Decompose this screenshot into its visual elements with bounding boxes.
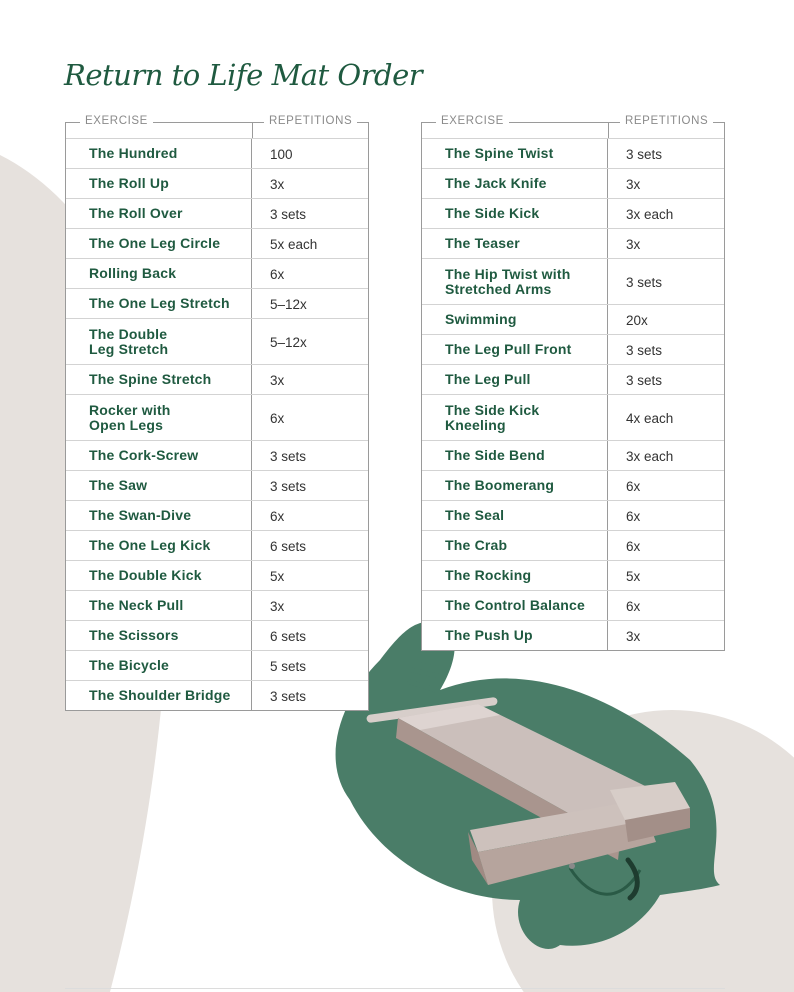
repetitions-value: 3x [270,373,285,388]
table-row [66,500,368,530]
repetitions-value: 5x each [270,237,318,252]
table-row [422,334,724,364]
exercise-name: The Hip Twist with Stretched Arms [422,259,608,304]
exercise-name: The Side Kick [422,199,608,228]
repetitions-value: 3x [270,177,285,192]
table-row [66,560,368,590]
repetitions-value: 5x [626,569,641,584]
footer-divider [65,988,725,989]
exercise-name: The Double Kick [66,561,252,590]
exercise-name: Rolling Back [66,259,252,288]
repetitions-value: 6x [270,411,285,426]
exercise-name: The Push Up [422,621,608,650]
repetitions-value: 3 sets [626,373,663,388]
repetitions-value: 3x [626,237,641,252]
exercise-name: Rocker with Open Legs [66,395,252,440]
repetitions-value: 5–12x [270,335,307,350]
table-row [422,440,724,470]
table-row [66,530,368,560]
exercise-table-left [65,115,369,711]
repetitions-value: 3 sets [270,449,307,464]
exercise-name: The Boomerang [422,471,608,500]
table-row [422,500,724,530]
table-row [422,620,724,650]
table-body [66,138,368,710]
repetitions-value: 3 sets [270,479,307,494]
table-row [422,590,724,620]
repetitions-column-header: REPETITIONS [264,115,357,127]
exercise-name: The Roll Up [66,169,252,198]
repetitions-value: 6 sets [270,539,307,554]
table-row [422,168,724,198]
table-row [66,394,368,440]
table-row [422,364,724,394]
table-row [66,258,368,288]
table-row [66,590,368,620]
repetitions-value: 6x [626,599,641,614]
exercise-table-right [421,115,725,651]
repetitions-value: 5 sets [270,659,307,674]
repetitions-column-header: REPETITIONS [620,115,713,127]
exercise-name: The Scissors [66,621,252,650]
exercise-column-header: EXERCISE [80,115,153,127]
exercise-name: The Control Balance [422,591,608,620]
table-row [66,138,368,168]
repetitions-value: 6x [626,539,641,554]
repetitions-value: 6x [626,509,641,524]
repetitions-value: 4x each [626,411,674,426]
exercise-name: The Neck Pull [66,591,252,620]
table-row [66,440,368,470]
exercise-name: The Swan-Dive [66,501,252,530]
repetitions-value: 3 sets [626,275,663,290]
repetitions-value: 3 sets [626,343,663,358]
table-row [66,168,368,198]
exercise-name: The Teaser [422,229,608,258]
exercise-name: The One Leg Stretch [66,289,252,318]
table-row [66,620,368,650]
exercise-name: The Spine Twist [422,139,608,168]
exercise-name: The Rocking [422,561,608,590]
table-row [66,364,368,394]
exercise-name: The Double Leg Stretch [66,319,252,364]
table-row [66,470,368,500]
exercise-name: The Saw [66,471,252,500]
exercise-name: The One Leg Circle [66,229,252,258]
repetitions-value: 6 sets [270,629,307,644]
exercise-name: The Shoulder Bridge [66,681,252,710]
exercise-name: Swimming [422,305,608,334]
table-row [422,470,724,500]
repetitions-value: 3 sets [626,147,663,162]
page-title: Return to Life Mat Order [64,58,423,92]
repetitions-value: 6x [626,479,641,494]
table-body [422,138,724,650]
repetitions-value: 3 sets [270,207,307,222]
exercise-name: The Leg Pull [422,365,608,394]
exercise-name: The Cork-Screw [66,441,252,470]
exercise-name: The Hundred [66,139,252,168]
table-row [422,258,724,304]
exercise-name: The Roll Over [66,199,252,228]
repetitions-value: 5–12x [270,297,307,312]
repetitions-value: 6x [270,267,285,282]
exercise-name: The Crab [422,531,608,560]
table-row [66,680,368,710]
repetitions-value: 3x [626,629,641,644]
table-header [66,115,368,138]
table-row [66,650,368,680]
repetitions-value: 3x each [626,449,674,464]
table-row [422,560,724,590]
table-row [422,228,724,258]
exercise-name: The Spine Stretch [66,365,252,394]
exercise-column-header: EXERCISE [436,115,509,127]
table-row [66,318,368,364]
exercise-name: The Side Bend [422,441,608,470]
exercise-name: The Seal [422,501,608,530]
exercise-name: The Leg Pull Front [422,335,608,364]
table-row [66,288,368,318]
repetitions-value: 3x [626,177,641,192]
exercise-name: The One Leg Kick [66,531,252,560]
table-row [422,304,724,334]
repetitions-value: 3x [270,599,285,614]
repetitions-value: 6x [270,509,285,524]
repetitions-value: 100 [270,147,293,162]
exercise-name: The Jack Knife [422,169,608,198]
repetitions-value: 5x [270,569,285,584]
repetitions-value: 3 sets [270,689,307,704]
table-row [422,530,724,560]
exercise-name: The Bicycle [66,651,252,680]
table-header [422,115,724,138]
exercise-name: The Side Kick Kneeling [422,395,608,440]
table-row [66,198,368,228]
table-row [422,138,724,168]
table-row [422,198,724,228]
table-row [422,394,724,440]
table-row [66,228,368,258]
repetitions-value: 20x [626,313,648,328]
repetitions-value: 3x each [626,207,674,222]
